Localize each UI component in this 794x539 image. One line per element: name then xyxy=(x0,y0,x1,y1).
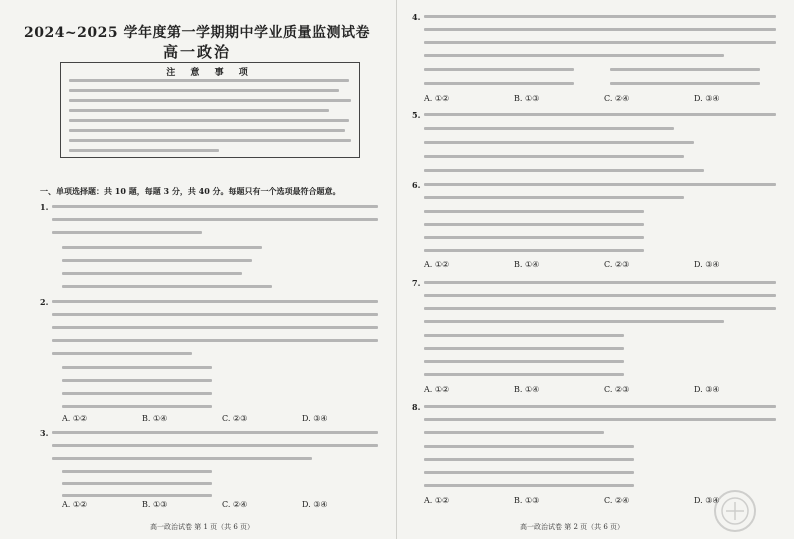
page-divider xyxy=(396,0,397,539)
option-b[interactable]: B. ①④ xyxy=(142,414,168,423)
option-d[interactable]: D. ③④ xyxy=(694,496,720,505)
illegible-option-line xyxy=(424,169,704,172)
illegible-text-line xyxy=(69,129,345,132)
illegible-text-line xyxy=(52,205,378,208)
illegible-text-line xyxy=(424,431,604,434)
answer-options xyxy=(424,260,784,270)
illegible-statement-line xyxy=(424,484,634,487)
illegible-text-line xyxy=(424,307,776,310)
illegible-option-line xyxy=(424,155,684,158)
option-d[interactable]: D. ③④ xyxy=(694,94,720,103)
answer-options xyxy=(62,414,382,424)
illegible-text-line xyxy=(52,352,192,355)
illegible-text-line xyxy=(424,405,776,408)
illegible-option-line xyxy=(62,285,272,288)
answer-options xyxy=(62,500,382,510)
illegible-text-line xyxy=(69,99,351,102)
illegible-text-line xyxy=(52,457,312,460)
illegible-text-line xyxy=(424,320,724,323)
illegible-statement-line xyxy=(62,405,212,408)
illegible-text-line xyxy=(424,15,776,18)
illegible-text-line xyxy=(69,89,339,92)
illegible-text-line xyxy=(424,183,776,186)
option-c[interactable]: C. ②③ xyxy=(604,260,630,269)
illegible-option-line xyxy=(62,259,252,262)
exam-title: 2024~2025 学年度第一学期期中学业质量监测试卷 xyxy=(23,25,371,41)
question-number: 3. xyxy=(40,428,49,438)
option-c[interactable]: C. ②③ xyxy=(604,385,630,394)
question-number: 1. xyxy=(40,202,49,212)
illegible-statement-line xyxy=(424,334,624,337)
question-number: 8. xyxy=(412,402,421,412)
notice-box xyxy=(60,62,360,158)
illegible-text-line xyxy=(69,119,349,122)
illegible-statement-line xyxy=(424,360,624,363)
illegible-statement-line xyxy=(62,482,212,485)
illegible-statement-line xyxy=(424,68,574,71)
option-d[interactable]: D. ③④ xyxy=(694,260,720,269)
illegible-statement-line xyxy=(62,392,212,395)
question-number: 2. xyxy=(40,297,49,307)
illegible-option-line xyxy=(62,246,262,249)
section-heading: 一、单项选择题：共 10 题，每题 3 分，共 40 分。每题只有一个选项最符合题意。 xyxy=(40,186,341,196)
illegible-text-line xyxy=(69,139,351,142)
exam-subject: 高一政治 xyxy=(162,43,231,61)
option-a[interactable]: A. ①② xyxy=(424,94,450,103)
question-number: 4. xyxy=(412,12,421,22)
illegible-text-line xyxy=(424,113,776,116)
illegible-text-line xyxy=(52,444,378,447)
option-c[interactable]: C. ②④ xyxy=(222,500,248,509)
illegible-statement-line xyxy=(62,494,212,497)
option-a[interactable]: A. ①② xyxy=(424,385,450,394)
illegible-text-line xyxy=(424,28,776,31)
illegible-statement-line xyxy=(424,373,624,376)
option-b[interactable]: B. ①③ xyxy=(142,500,168,509)
answer-options xyxy=(424,94,784,104)
illegible-text-line xyxy=(69,149,219,152)
illegible-statement-line xyxy=(424,82,574,85)
page-footer: 高一政治试卷 第 1 页（共 6 页） xyxy=(150,523,255,531)
option-c[interactable]: C. ②③ xyxy=(222,414,248,423)
illegible-text-line xyxy=(52,313,378,316)
option-b[interactable]: B. ①④ xyxy=(514,260,540,269)
option-a[interactable]: A. ①② xyxy=(62,414,88,423)
option-a[interactable]: A. ①② xyxy=(62,500,88,509)
watermark-stamp-icon xyxy=(712,488,758,534)
illegible-text-line xyxy=(424,281,776,284)
illegible-option-line xyxy=(424,141,694,144)
illegible-statement-line xyxy=(424,347,624,350)
illegible-text-line xyxy=(69,109,329,112)
option-c[interactable]: C. ②④ xyxy=(604,496,630,505)
illegible-text-line xyxy=(424,54,724,57)
notice-title: 注 意 事 项 xyxy=(166,68,254,78)
question-number: 5. xyxy=(412,110,421,120)
page-1 xyxy=(0,0,394,539)
option-b[interactable]: B. ①③ xyxy=(514,94,540,103)
illegible-option-line xyxy=(62,272,242,275)
illegible-statement-line xyxy=(424,458,634,461)
option-d[interactable]: D. ③④ xyxy=(694,385,720,394)
illegible-text-line xyxy=(424,41,776,44)
illegible-statement-line xyxy=(424,236,644,239)
illegible-text-line xyxy=(52,231,202,234)
illegible-text-line xyxy=(69,79,349,82)
illegible-statement-line xyxy=(610,68,760,71)
question-number: 6. xyxy=(412,180,421,190)
page-2 xyxy=(400,0,794,539)
illegible-option-line xyxy=(424,127,674,130)
illegible-statement-line xyxy=(424,471,634,474)
option-a[interactable]: A. ①② xyxy=(424,260,450,269)
option-a[interactable]: A. ①② xyxy=(424,496,450,505)
option-c[interactable]: C. ②④ xyxy=(604,94,630,103)
illegible-text-line xyxy=(52,300,378,303)
illegible-statement-line xyxy=(610,82,760,85)
illegible-statement-line xyxy=(424,445,634,448)
illegible-text-line xyxy=(52,339,378,342)
illegible-statement-line xyxy=(424,249,644,252)
illegible-statement-line xyxy=(62,470,212,473)
illegible-text-line xyxy=(52,326,378,329)
illegible-statement-line xyxy=(62,366,212,369)
option-b[interactable]: B. ①③ xyxy=(514,496,540,505)
illegible-text-line xyxy=(424,196,684,199)
answer-options xyxy=(424,385,784,395)
option-d[interactable]: D. ③④ xyxy=(302,500,328,509)
illegible-statement-line xyxy=(424,223,644,226)
option-b[interactable]: B. ①④ xyxy=(514,385,540,394)
illegible-text-line xyxy=(424,294,776,297)
question-number: 7. xyxy=(412,278,421,288)
illegible-text-line xyxy=(52,431,378,434)
illegible-statement-line xyxy=(62,379,212,382)
illegible-statement-line xyxy=(424,210,644,213)
option-d[interactable]: D. ③④ xyxy=(302,414,328,423)
illegible-text-line xyxy=(424,418,776,421)
illegible-text-line xyxy=(52,218,378,221)
page-footer: 高一政治试卷 第 2 页（共 6 页） xyxy=(520,523,625,531)
